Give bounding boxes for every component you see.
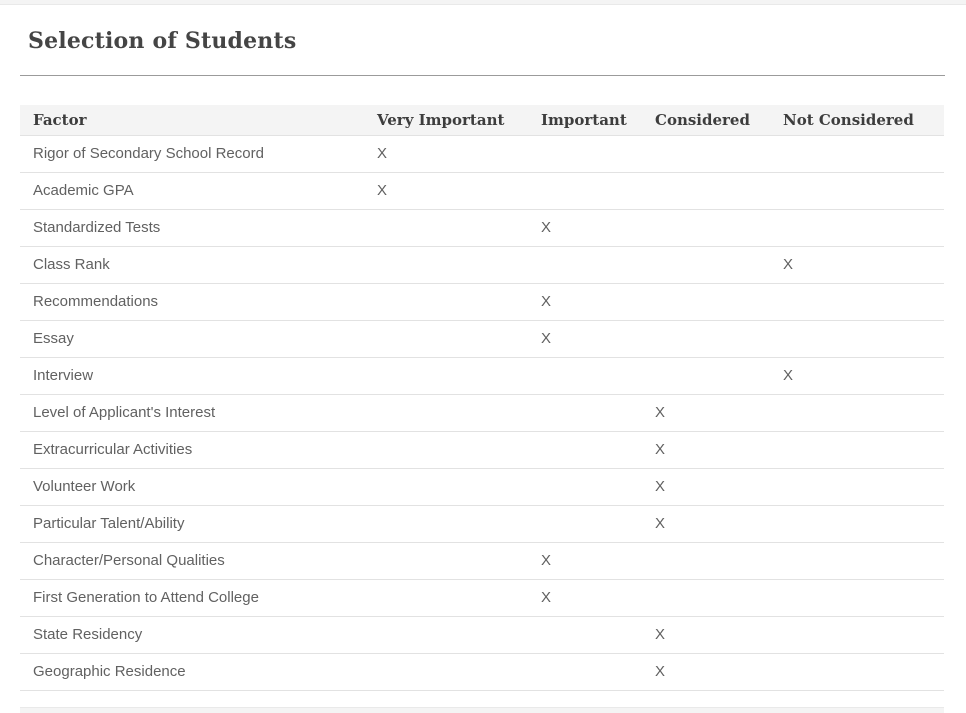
table-row	[20, 135, 944, 172]
factor-cell: Interview	[20, 357, 364, 394]
empty-cell	[528, 172, 642, 209]
empty-cell	[528, 431, 642, 468]
empty-cell	[364, 209, 528, 246]
empty-cell	[528, 394, 642, 431]
empty-cell	[528, 653, 642, 690]
rating-mark-cell: X	[528, 320, 642, 357]
rating-mark-cell: X	[642, 653, 770, 690]
factor-cell: Character/Personal Qualities	[20, 542, 364, 579]
table-row	[20, 653, 944, 690]
rating-mark-cell: X	[770, 246, 944, 283]
factor-cell: Rigor of Secondary School Record	[20, 135, 364, 172]
empty-cell	[364, 616, 528, 653]
selection-factors-table	[20, 105, 944, 691]
rating-mark-cell: X	[642, 468, 770, 505]
factor-cell: Academic GPA	[20, 172, 364, 209]
table-row	[20, 172, 944, 209]
table-row	[20, 505, 944, 542]
empty-cell	[364, 468, 528, 505]
empty-cell	[364, 653, 528, 690]
factor-cell: Essay	[20, 320, 364, 357]
top-edge-strip	[0, 0, 966, 5]
factor-cell: Geographic Residence	[20, 653, 364, 690]
empty-cell	[528, 357, 642, 394]
rating-mark-cell: X	[528, 542, 642, 579]
factor-cell: Recommendations	[20, 283, 364, 320]
empty-cell	[770, 209, 944, 246]
column-header-factor: Factor	[20, 105, 364, 135]
rating-mark-cell: X	[528, 209, 642, 246]
factor-cell: Class Rank	[20, 246, 364, 283]
empty-cell	[642, 579, 770, 616]
empty-cell	[642, 172, 770, 209]
empty-cell	[770, 468, 944, 505]
factor-cell: Standardized Tests	[20, 209, 364, 246]
empty-cell	[770, 505, 944, 542]
column-header-considered: Considered	[642, 105, 770, 135]
empty-cell	[770, 394, 944, 431]
table-row	[20, 431, 944, 468]
table-row	[20, 616, 944, 653]
empty-cell	[364, 283, 528, 320]
rating-mark-cell: X	[364, 172, 528, 209]
empty-cell	[364, 505, 528, 542]
empty-cell	[364, 579, 528, 616]
empty-cell	[364, 431, 528, 468]
empty-cell	[770, 431, 944, 468]
empty-cell	[528, 616, 642, 653]
empty-cell	[770, 616, 944, 653]
empty-cell	[364, 320, 528, 357]
empty-cell	[528, 505, 642, 542]
factor-cell: State Residency	[20, 616, 364, 653]
page-title: Selection of Students	[28, 28, 297, 54]
factor-cell: Extracurricular Activities	[20, 431, 364, 468]
factor-cell: Particular Talent/Ability	[20, 505, 364, 542]
rating-mark-cell: X	[642, 616, 770, 653]
column-header-important: Important	[528, 105, 642, 135]
next-section-header-edge	[20, 707, 944, 713]
table-row	[20, 394, 944, 431]
factor-cell: Level of Applicant's Interest	[20, 394, 364, 431]
empty-cell	[770, 542, 944, 579]
empty-cell	[364, 542, 528, 579]
table-header-row	[20, 105, 944, 135]
empty-cell	[770, 135, 944, 172]
empty-cell	[642, 320, 770, 357]
empty-cell	[642, 209, 770, 246]
selection-of-students-section	[20, 27, 945, 691]
rating-mark-cell: X	[642, 394, 770, 431]
empty-cell	[642, 283, 770, 320]
table-row	[20, 209, 944, 246]
empty-cell	[642, 357, 770, 394]
empty-cell	[642, 246, 770, 283]
rating-mark-cell: X	[770, 357, 944, 394]
title-divider	[20, 75, 945, 76]
empty-cell	[770, 172, 944, 209]
table-row	[20, 283, 944, 320]
empty-cell	[642, 542, 770, 579]
table-row	[20, 320, 944, 357]
table-row	[20, 579, 944, 616]
rating-mark-cell: X	[642, 505, 770, 542]
column-header-very-important: Very Important	[364, 105, 528, 135]
rating-mark-cell: X	[642, 431, 770, 468]
rating-mark-cell: X	[528, 283, 642, 320]
empty-cell	[364, 246, 528, 283]
column-header-not-considered: Not Considered	[770, 105, 944, 135]
empty-cell	[528, 135, 642, 172]
rating-mark-cell: X	[364, 135, 528, 172]
rating-mark-cell: X	[528, 579, 642, 616]
empty-cell	[528, 468, 642, 505]
empty-cell	[770, 579, 944, 616]
table-row	[20, 246, 944, 283]
table-row	[20, 357, 944, 394]
table-row	[20, 542, 944, 579]
empty-cell	[528, 246, 642, 283]
empty-cell	[642, 135, 770, 172]
factor-cell: First Generation to Attend College	[20, 579, 364, 616]
empty-cell	[770, 320, 944, 357]
empty-cell	[770, 283, 944, 320]
empty-cell	[364, 394, 528, 431]
factor-cell: Volunteer Work	[20, 468, 364, 505]
empty-cell	[364, 357, 528, 394]
table-row	[20, 468, 944, 505]
empty-cell	[770, 653, 944, 690]
